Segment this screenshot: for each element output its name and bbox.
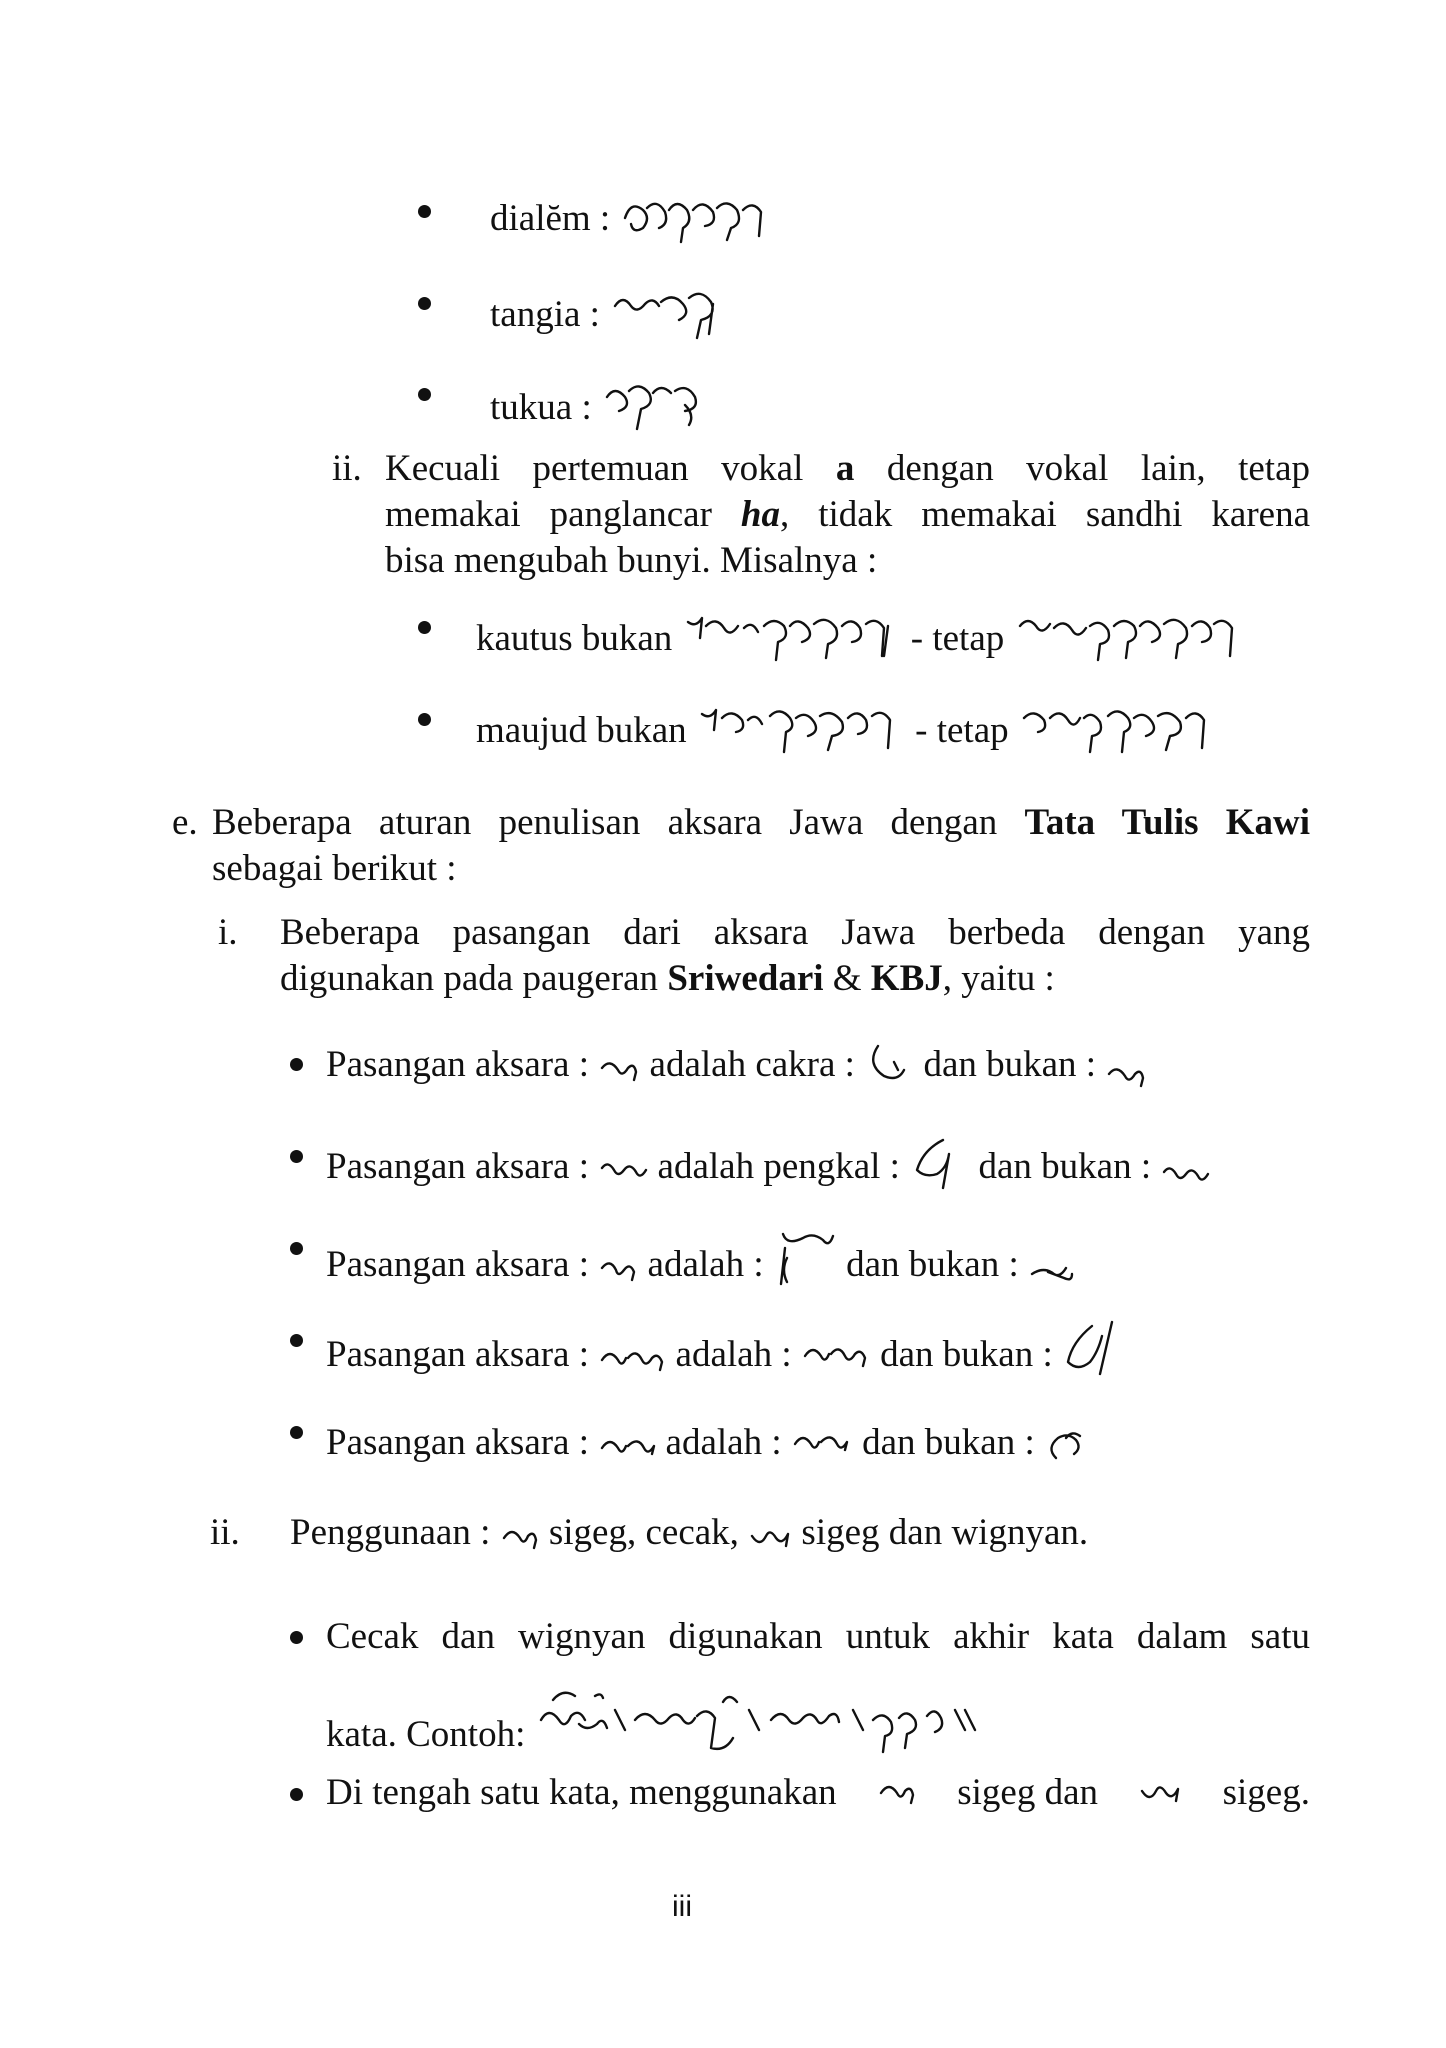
text-run: sigeg, cecak,	[548, 1512, 739, 1553]
paragraph-line	[326, 1770, 1310, 1816]
javanese-glyph-ka-pasangan-kawi	[773, 1224, 837, 1290]
text-run: Beberapa aturan penulisan aksara Jawa dengan	[212, 802, 1025, 843]
text-run: Pasangan aksara :	[326, 1422, 590, 1463]
javanese-glyph-ha	[748, 1518, 792, 1558]
text-run: , tidak memakai sandhi karena	[779, 494, 1311, 535]
separator-text: - tetap	[910, 618, 1005, 659]
example-word: maujud bukan	[476, 710, 687, 751]
javanese-script-example-cecak-wignyan	[535, 1680, 1105, 1760]
paragraph-line	[385, 446, 1310, 492]
text-run: dan bukan :	[923, 1044, 1097, 1085]
bold-text: KBJ	[870, 958, 943, 999]
javanese-script-dialem	[619, 188, 769, 244]
text-run: Pasangan aksara :	[326, 1146, 590, 1187]
list-marker: e.	[172, 802, 198, 843]
javanese-script-maujud-correct	[1018, 696, 1218, 756]
example-word: dialĕm :	[490, 198, 611, 239]
text-run: sigeg.	[1222, 1772, 1310, 1813]
paragraph-line: Cecak dan wignyan digunakan untuk akhir kata dalam satu	[326, 1616, 1310, 1657]
text-run: &	[823, 958, 871, 999]
pasangan-item	[326, 1040, 1151, 1090]
paragraph-line	[280, 956, 1055, 1002]
text-run: Pasangan aksara :	[326, 1334, 590, 1375]
text-run: Di tengah satu kata, menggunakan	[326, 1772, 837, 1813]
text-run: adalah :	[665, 1422, 782, 1463]
example-word: tangia :	[490, 294, 600, 335]
bullet	[418, 621, 431, 634]
javanese-script-kautus-correct	[1014, 604, 1244, 664]
example-item	[490, 188, 769, 244]
javanese-glyph-nga	[877, 1773, 917, 1813]
text-run: sigeg dan wignyan.	[801, 1512, 1089, 1553]
text-run: Kecuali pertemuan vokal	[385, 448, 836, 489]
text-run: digunakan pada paugeran	[280, 958, 668, 999]
example-word: kautus bukan	[476, 618, 673, 659]
text-run: memakai panglancar	[385, 494, 741, 535]
list-marker: ii.	[210, 1512, 240, 1553]
javanese-glyph-pengkal	[909, 1132, 969, 1192]
javanese-glyph-ya-pasangan	[1160, 1142, 1210, 1192]
javanese-glyph-ra	[598, 1050, 640, 1090]
paragraph-line: Beberapa pasangan dari aksara Jawa berbeda dengan yang	[280, 912, 1310, 953]
text-run: Penggunaan :	[290, 1512, 491, 1553]
javanese-glyph-ya	[598, 1152, 648, 1192]
bullet	[290, 1426, 303, 1439]
paragraph-line: sebagai berikut :	[212, 848, 457, 889]
text-run: sigeg dan	[957, 1772, 1099, 1813]
pasangan-item	[326, 1132, 1210, 1192]
paragraph-line	[290, 1510, 1088, 1558]
javanese-glyph-ta-pasangan-kawi	[801, 1320, 871, 1380]
bullet	[290, 1788, 303, 1801]
bold-text: Sriwedari	[667, 958, 824, 999]
bullet	[290, 1150, 303, 1163]
example-item	[476, 604, 1244, 664]
javanese-glyph-ta	[598, 1340, 666, 1380]
paragraph-line	[385, 492, 1310, 538]
list-marker: i.	[218, 912, 238, 953]
paragraph-line: bisa mengubah bunyi. Misalnya :	[385, 540, 878, 581]
bold-text: Tata Tulis Kawi	[1024, 802, 1310, 843]
bold-italic-text: ha	[740, 494, 780, 535]
text-run: Pasangan aksara :	[326, 1244, 590, 1285]
javanese-glyph-ra-pasangan	[1105, 1040, 1151, 1090]
example-item	[490, 280, 729, 340]
bullet	[418, 713, 431, 726]
text-run: adalah :	[647, 1244, 764, 1285]
javanese-script-maujud-wrong	[696, 696, 906, 756]
separator-text: - tetap	[915, 710, 1009, 751]
bullet	[418, 205, 431, 218]
bullet	[418, 297, 431, 310]
javanese-glyph-ka-pasangan	[1028, 1250, 1078, 1290]
javanese-glyph-nga	[500, 1518, 540, 1558]
bold-text: a	[835, 448, 855, 489]
page-number: iii	[672, 1890, 692, 1923]
text-run: , yaitu :	[942, 958, 1055, 999]
text-run: adalah :	[675, 1334, 792, 1375]
javanese-glyph-nya-pasangan	[1044, 1408, 1090, 1468]
bullet	[418, 388, 431, 401]
paragraph-line	[326, 1680, 1105, 1760]
bullet	[290, 1242, 303, 1255]
javanese-glyph-cakra	[864, 1040, 914, 1090]
javanese-glyph-nya	[598, 1428, 656, 1468]
javanese-glyph-ka	[598, 1250, 638, 1290]
javanese-glyph-nya-pasangan-kawi	[791, 1408, 853, 1468]
list-marker: ii.	[332, 448, 362, 489]
javanese-script-tangia	[609, 280, 729, 340]
text-run: adalah pengkal :	[657, 1146, 900, 1187]
text-run: dan bukan :	[880, 1334, 1053, 1375]
text-run: adalah cakra :	[649, 1044, 855, 1085]
text-run: dan bukan :	[978, 1146, 1152, 1187]
pasangan-item	[326, 1316, 1126, 1380]
example-item	[476, 696, 1218, 756]
text-run: dengan vokal lain, tetap	[854, 448, 1310, 489]
text-run: dan bukan :	[846, 1244, 1019, 1285]
bullet	[290, 1334, 303, 1347]
javanese-glyph-ha	[1138, 1773, 1182, 1813]
text-run: kata. Contoh:	[326, 1714, 526, 1755]
example-item	[490, 371, 711, 433]
javanese-script-tukua	[601, 371, 711, 433]
bullet	[290, 1631, 303, 1644]
pasangan-item	[326, 1224, 1078, 1290]
javanese-script-kautus-wrong	[682, 604, 902, 664]
javanese-glyph-ta-pasangan	[1062, 1316, 1126, 1380]
text-run: Pasangan aksara :	[326, 1044, 590, 1085]
example-word: tukua :	[490, 387, 592, 428]
pasangan-item	[326, 1408, 1090, 1468]
bullet	[290, 1058, 303, 1071]
text-run: dan bukan :	[862, 1422, 1035, 1463]
paragraph-line	[212, 800, 1310, 846]
